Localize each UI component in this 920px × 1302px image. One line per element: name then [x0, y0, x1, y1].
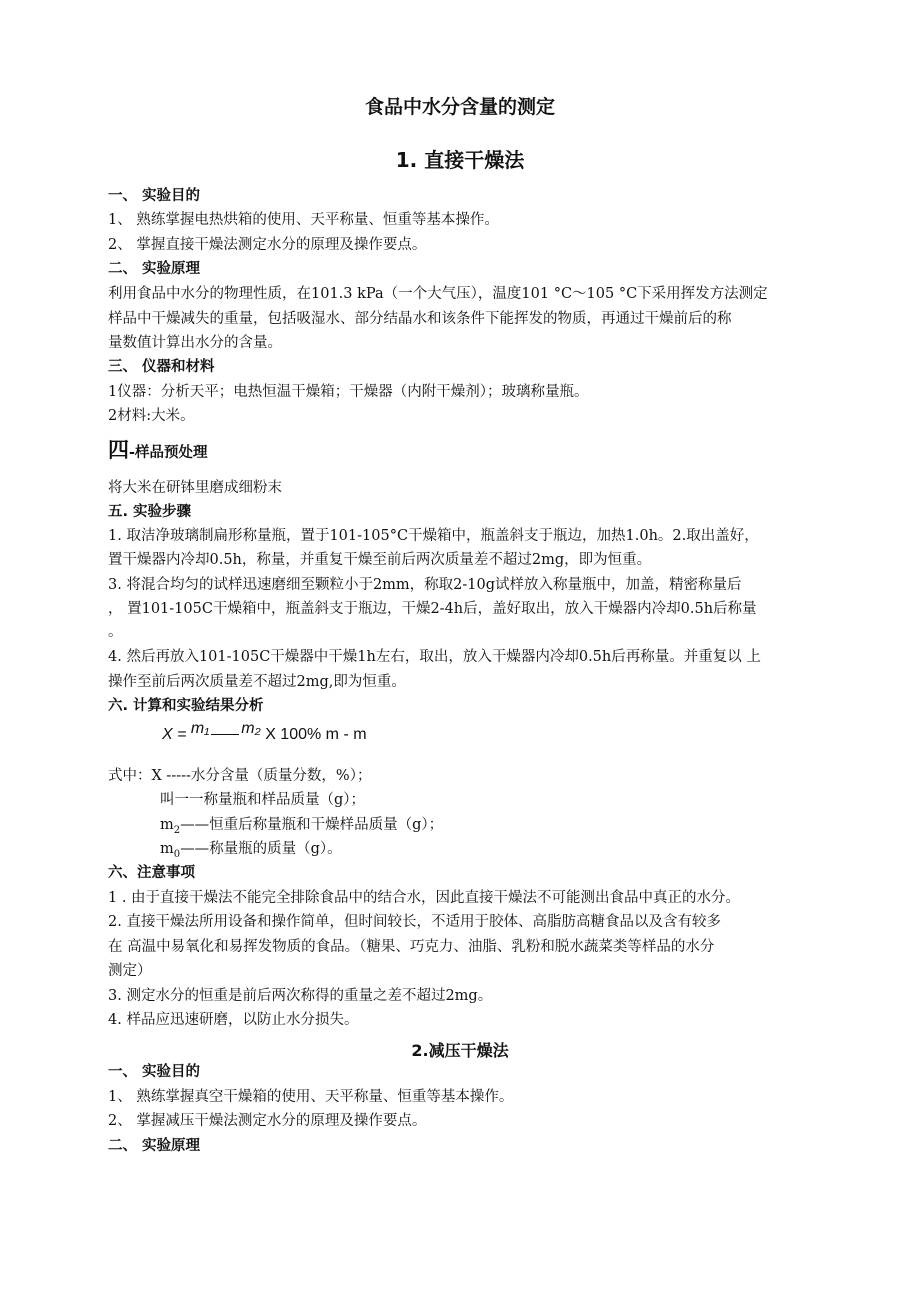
- legend-m1: 叫一一称量瓶和样品质量（g）；: [160, 792, 366, 808]
- m2-heading-principle: 二、 实验原理: [108, 1138, 201, 1154]
- m2-purpose-1: 1、 熟练掌握真空干燥箱的使用、天平称量、恒重等基本操作。: [108, 1089, 514, 1105]
- formula-lhs: X =: [162, 726, 187, 743]
- method1-title: 1. 直接干燥法: [395, 148, 525, 172]
- m1-principle-1: 利用食品中水分的物理性质，在101.3 kPa（一个大气压），温度101 °C～105 °C下采用挥发方法测定: [108, 286, 768, 302]
- legend-m2-symbol: m: [160, 817, 174, 833]
- m2-purpose-2: 2、 掌握减压干燥法测定水分的原理及操作要点。: [108, 1113, 427, 1129]
- document-title: 食品中水分含量的测定: [364, 96, 555, 118]
- m2-heading-purpose: 一、 实验目的: [108, 1064, 201, 1080]
- formula-m1: m₁: [190, 720, 210, 737]
- m1-step-line-5: 。: [108, 624, 123, 640]
- legend-m0-symbol: m: [160, 841, 174, 857]
- formula-m2: m₂: [241, 720, 261, 737]
- legend-m0-text: ——称量瓶的质量（g）。: [180, 841, 342, 857]
- m1-principle-3: 量数值计算出水分的含量。: [108, 335, 282, 351]
- m1-note-line-3: 在 高温中易氧化和易挥发物质的食品。（糖果、巧克力、油脂、乳粉和脱水蔬菜类等样品的水分: [108, 939, 715, 955]
- m1-heading-calc: 六. 计算和实验结果分析: [108, 698, 264, 714]
- formula-fraction-bar: [211, 734, 239, 735]
- m1-step-line-4: ， 置101-105C干燥箱中，瓶盖斜支于瓶边，干燥2-4h后，盖好取出，放入干燥器内冷却0.5h后称量: [108, 601, 757, 617]
- m1-heading-pretreat-num: 四: [108, 438, 129, 462]
- legend-m0-subscript: 0: [173, 848, 181, 860]
- m1-note-line-4: 测定）: [108, 963, 152, 979]
- m1-step-line-6: 4. 然后再放入101-105C干燥器中干燥1h左右，取出，放入干燥器内冷却0.5h后再称量。并重复以 上: [108, 649, 761, 665]
- legend-m2-text: ——恒重后称量瓶和干燥样品质量（g）；: [180, 817, 444, 833]
- m1-purpose-2: 2、 掌握直接干燥法测定水分的原理及操作要点。: [108, 237, 427, 253]
- m1-heading-purpose: 一、 实验目的: [108, 188, 201, 204]
- m1-note-line-1: 1 . 由于直接干燥法不能完全排除食品中的结合水，因此直接干燥法不可能测出食品中真正的水分。: [108, 890, 741, 906]
- formula-tail: X 100% m - m: [265, 726, 367, 743]
- m1-note-line-6: 4. 样品应迅速研磨，以防止水分损失。: [108, 1012, 359, 1028]
- m1-note-line-2: 2. 直接干燥法所用设备和操作简单，但时间较长，不适用于胶体、高脂肪高糖食品以及含有较多: [108, 914, 721, 930]
- legend-m2-subscript: 2: [173, 824, 181, 836]
- m1-heading-steps: 五. 实验步骤: [108, 504, 192, 520]
- method2-title: 2.减压干燥法: [411, 1041, 509, 1060]
- moisture-formula: [162, 720, 367, 744]
- m1-principle-2: 样品中干燥减失的重量，包括吸湿水、部分结晶水和该条件下能挥发的物质，再通过干燥前后的称: [108, 311, 732, 327]
- m1-instruments-2: 2材料:大米。: [108, 408, 195, 424]
- m1-step-line-7: 操作至前后两次质量差不超过2mg,即为恒重。: [108, 674, 406, 690]
- legend-m0: [160, 839, 880, 865]
- m1-heading-instruments: 三、 仪器和材料: [108, 359, 215, 375]
- m1-heading-pretreat-text: -样品预处理: [129, 445, 208, 461]
- m1-heading-pretreat: [108, 440, 828, 463]
- m1-pretreat-text: 将大米在研钵里磨成细粉末: [108, 480, 282, 496]
- m1-instruments-1: 1仪器：分析天平；电热恒温干燥箱；干燥器（内附干燥剂）；玻璃称量瓶。: [108, 384, 589, 400]
- m1-purpose-1: 1、 熟练掌握电热烘箱的使用、天平称量、恒重等基本操作。: [108, 212, 499, 228]
- legend-m2: [160, 815, 880, 841]
- legend-intro: 式中：X -----水分含量（质量分数，%）；: [108, 768, 372, 784]
- m1-note-line-5: 3. 测定水分的恒重是前后两次称得的重量之差不超过2mg。: [108, 988, 493, 1004]
- m1-step-line-2: 置干燥器内冷却0.5h，称量，并重复干燥至前后两次质量差不超过2mg，即为恒重。: [108, 552, 652, 568]
- m1-step-line-3: 3. 将混合均匀的试样迅速磨细至颗粒小于2mm，称取2-10g试样放入称量瓶中，加盖，精密称量后: [108, 577, 742, 593]
- m1-heading-notes: 六、注意事项: [108, 865, 195, 881]
- m1-step-line-1: 1. 取洁净玻璃制扁形称量瓶，置于101-105°C干燥箱中，瓶盖斜支于瓶边，加热1.0h。2.取出盖好，: [108, 528, 759, 544]
- m1-heading-principle: 二、 实验原理: [108, 261, 201, 277]
